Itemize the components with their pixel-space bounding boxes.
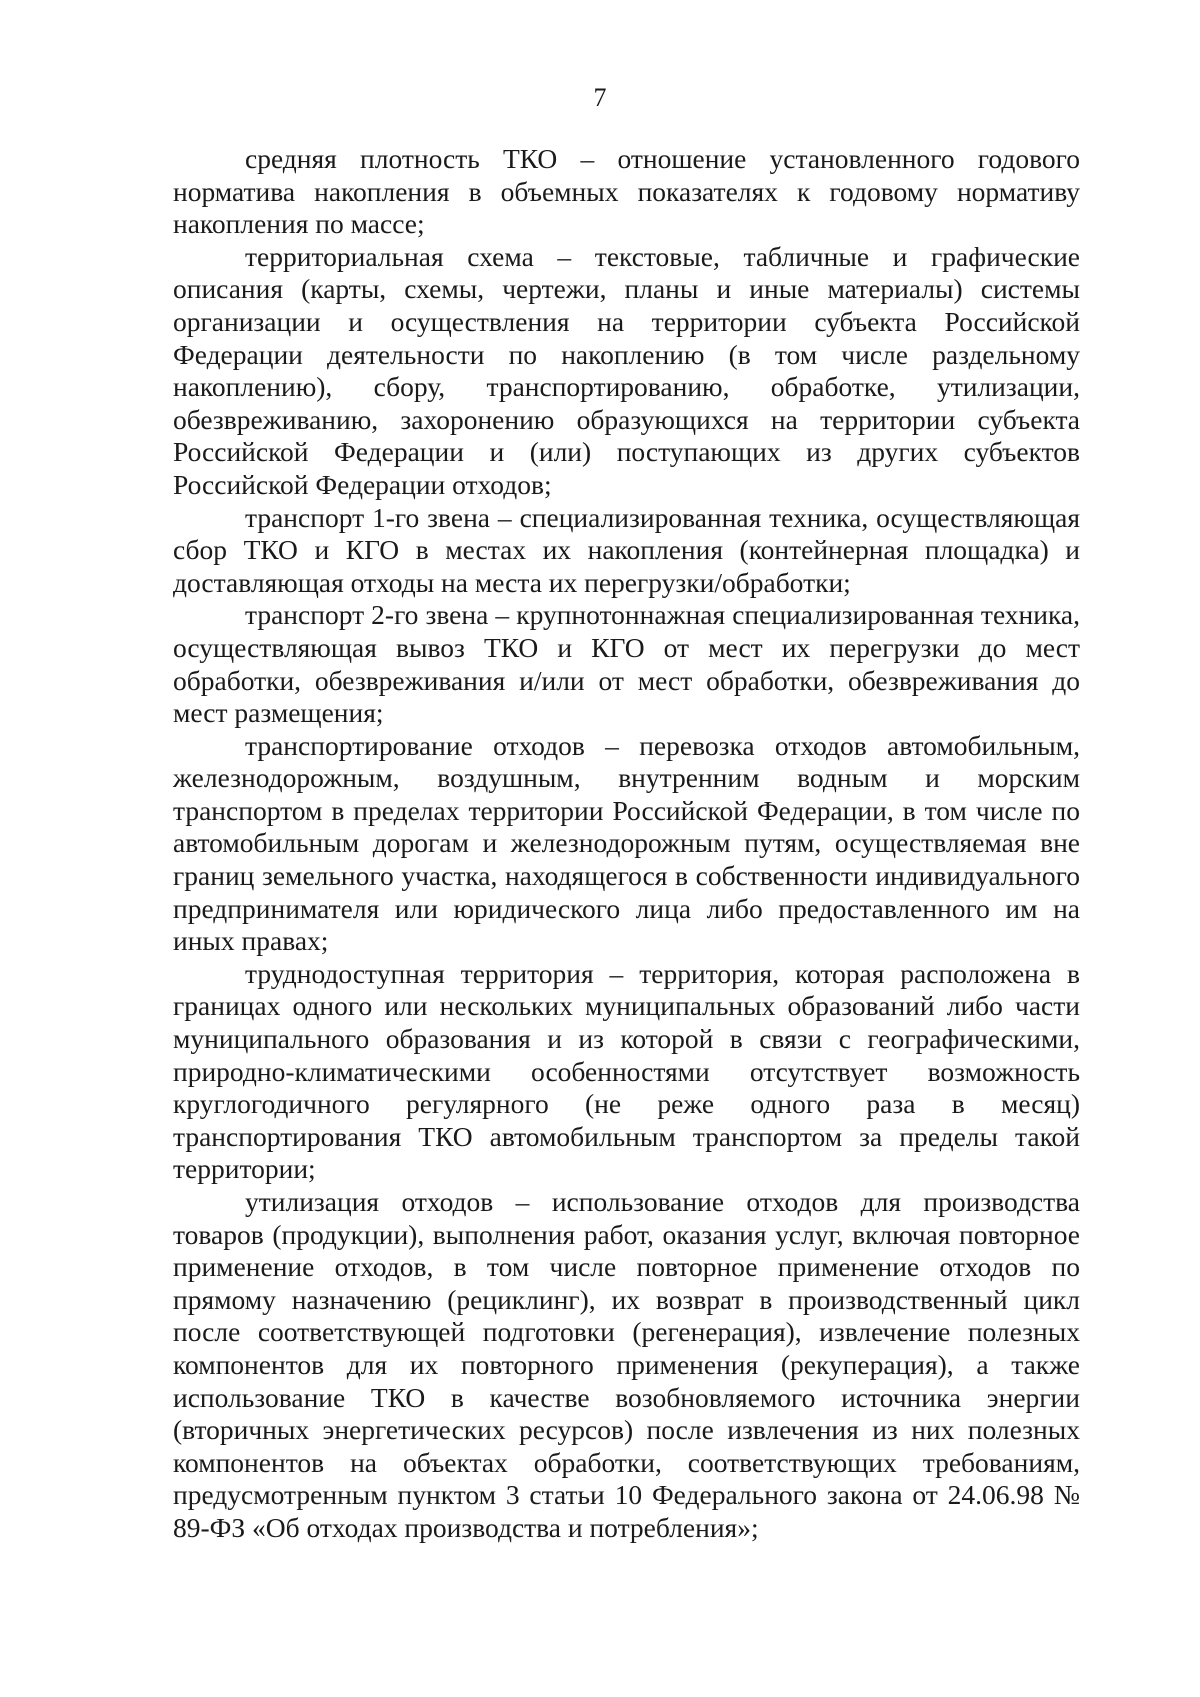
definition-paragraph-average-density: средняя плотность ТКО – отношение установленного годового норматива накопления в объемных показателях к годовому нормативу накопления по массе; bbox=[173, 143, 1080, 240]
definition-paragraph-transport-first-tier: транспорт 1-го звена – специализированная техника, осуществляющая сбор ТКО и КГО в местах их накопления (контейнерная площадка) и доставляющая отходы на места их перегрузки/обработки; bbox=[173, 501, 1080, 598]
definition-paragraph-waste-utilization: утилизация отходов – использование отходов для производства товаров (продукции), выполнения работ, оказания услуг, включая повторное применение отходов, в том числе повторное применение отходов по прямому назначению (рециклинг), их возврат в производственный цикл после соответствующей подготовки (регенерация), извлечение полезных компонентов для их повторного применения (рекуперация), а также использование ТКО в качестве возобновляемого источника энергии (вторичных энергетических ресурсов) после извлечения из них полезных компонентов на объектах обработки, соответствующих требованиям, предусмотренным пунктом 3 статьи 10 Федерального закона от 24.06.98 № 89-ФЗ «Об отходах производства и потребления»; bbox=[173, 1186, 1080, 1543]
definition-paragraph-waste-transportation: транспортирование отходов – перевозка отходов автомобильным, железнодорожным, воздушным, внутренним водным и морским транспортом в пределах территории Российской Федерации, в том числе по автомобильным дорогам и железнодорожным путям, осуществляемая вне границ земельного участка, находящегося в собственности индивидуального предпринимателя или юридического лица либо предоставленного им на иных правах; bbox=[173, 729, 1080, 957]
document-body bbox=[173, 143, 1080, 1545]
definition-paragraph-territorial-scheme: территориальная схема – текстовые, табличные и графические описания (карты, схемы, чертежи, планы и иные материалы) системы организации и осуществления на территории субъекта Российской Федерации деятельности по накоплению (в том числе раздельному накоплению), сбору, транспортированию, обработке, утилизации, обезвреживанию, захоронению образующихся на территории субъекта Российской Федерации и (или) поступающих из других субъектов Российской Федерации отходов; bbox=[173, 240, 1080, 500]
definition-paragraph-transport-second-tier: транспорт 2-го звена – крупнотоннажная специализированная техника, осуществляющая вывоз ТКО и КГО от мест их перегрузки до мест обработки, обезвреживания и/или от мест обработки, обезвреживания до мест размещения; bbox=[173, 599, 1080, 729]
page-number: 7 bbox=[593, 83, 607, 112]
definition-paragraph-hard-to-reach-territory: труднодоступная территория – территория, которая расположена в границах одного или нескольких муниципальных образований либо части муниципального образования и из которой в связи с географическими, природно-климатическими особенностями отсутствует возможность круглогодичного регулярного (не реже одного раза в месяц) транспортирования ТКО автомобильным транспортом за пределы такой территории; bbox=[173, 957, 1080, 1185]
